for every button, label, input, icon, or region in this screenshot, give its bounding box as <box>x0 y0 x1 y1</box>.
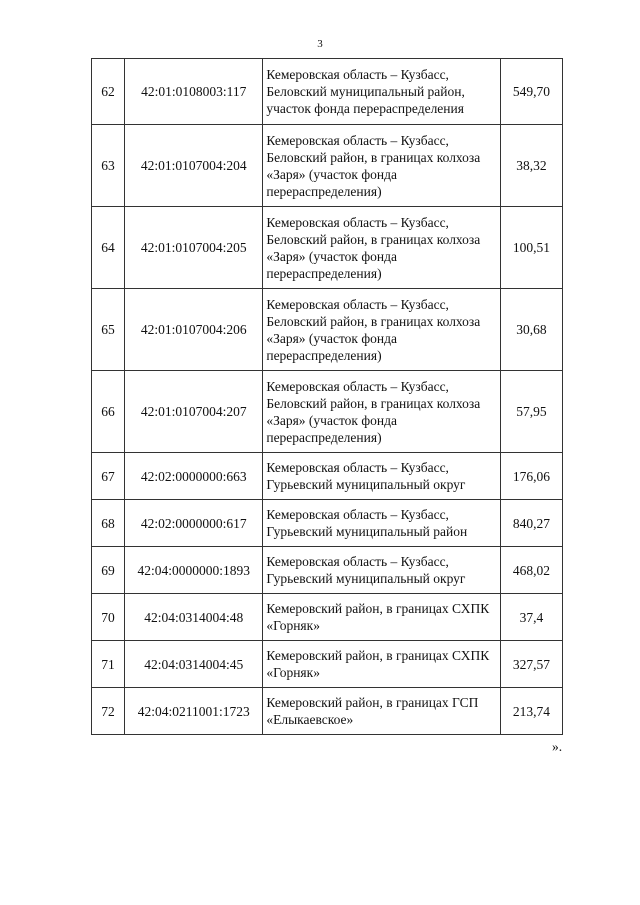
cadastral-number: 42:01:0107004:205 <box>125 207 263 289</box>
row-number: 70 <box>92 594 125 641</box>
parcel-area: 38,32 <box>500 125 562 207</box>
parcel-area: 176,06 <box>500 453 562 500</box>
parcel-area: 327,57 <box>500 641 562 688</box>
row-number: 67 <box>92 453 125 500</box>
row-number: 66 <box>92 371 125 453</box>
parcel-area: 30,68 <box>500 289 562 371</box>
table-row <box>92 453 563 500</box>
parcel-area: 37,4 <box>500 594 562 641</box>
row-number: 71 <box>92 641 125 688</box>
row-number: 72 <box>92 688 125 735</box>
land-parcels-table <box>91 58 563 735</box>
cadastral-number: 42:01:0107004:206 <box>125 289 263 371</box>
parcel-area: 840,27 <box>500 500 562 547</box>
parcel-area: 100,51 <box>500 207 562 289</box>
table-row <box>92 641 563 688</box>
parcel-area: 213,74 <box>500 688 562 735</box>
parcel-location: Кемеровская область – Кузбасс, Гурьевский муниципальный район <box>263 500 501 547</box>
parcel-area: 549,70 <box>500 59 562 125</box>
parcel-location: Кемеровская область – Кузбасс, Гурьевский муниципальный округ <box>263 547 501 594</box>
table-row <box>92 207 563 289</box>
cadastral-number: 42:04:0211001:1723 <box>125 688 263 735</box>
parcel-location: Кемеровская область – Кузбасс, Беловский муниципальный район, участок фонда перераспределения <box>263 59 501 125</box>
row-number: 69 <box>92 547 125 594</box>
table-row <box>92 125 563 207</box>
table-row <box>92 688 563 735</box>
parcel-area: 57,95 <box>500 371 562 453</box>
parcel-location: Кемеровская область – Кузбасс, Гурьевский муниципальный округ <box>263 453 501 500</box>
parcel-location: Кемеровский район, в границах ГСП «Елыкаевское» <box>263 688 501 735</box>
cadastral-number: 42:01:0108003:117 <box>125 59 263 125</box>
cadastral-number: 42:02:0000000:663 <box>125 453 263 500</box>
parcel-location: Кемеровская область – Кузбасс, Беловский район, в границах колхоза «Заря» (участок фонда перераспределения) <box>263 289 501 371</box>
parcel-location: Кемеровская область – Кузбасс, Беловский район, в границах колхоза «Заря» (участок фонда перераспределения) <box>263 207 501 289</box>
table-row <box>92 371 563 453</box>
page-number: 3 <box>317 38 323 50</box>
table-row <box>92 594 563 641</box>
table-row <box>92 547 563 594</box>
row-number: 64 <box>92 207 125 289</box>
row-number: 63 <box>92 125 125 207</box>
parcel-location: Кемеровская область – Кузбасс, Беловский район, в границах колхоза «Заря» (участок фонда перераспределения) <box>263 125 501 207</box>
row-number: 65 <box>92 289 125 371</box>
closing-quote: ». <box>552 739 563 754</box>
parcel-location: Кемеровская область – Кузбасс, Беловский район, в границах колхоза «Заря» (участок фонда перераспределения) <box>263 371 501 453</box>
parcel-location: Кемеровский район, в границах СХПК «Горняк» <box>263 594 501 641</box>
parcel-location: Кемеровский район, в границах СХПК «Горняк» <box>263 641 501 688</box>
table-row <box>92 289 563 371</box>
cadastral-number: 42:04:0314004:48 <box>125 594 263 641</box>
cadastral-number: 42:04:0000000:1893 <box>125 547 263 594</box>
parcel-area: 468,02 <box>500 547 562 594</box>
table-row <box>92 59 563 125</box>
cadastral-number: 42:01:0107004:204 <box>125 125 263 207</box>
cadastral-number: 42:04:0314004:45 <box>125 641 263 688</box>
cadastral-number: 42:01:0107004:207 <box>125 371 263 453</box>
cadastral-number: 42:02:0000000:617 <box>125 500 263 547</box>
row-number: 68 <box>92 500 125 547</box>
table-row <box>92 500 563 547</box>
row-number: 62 <box>92 59 125 125</box>
